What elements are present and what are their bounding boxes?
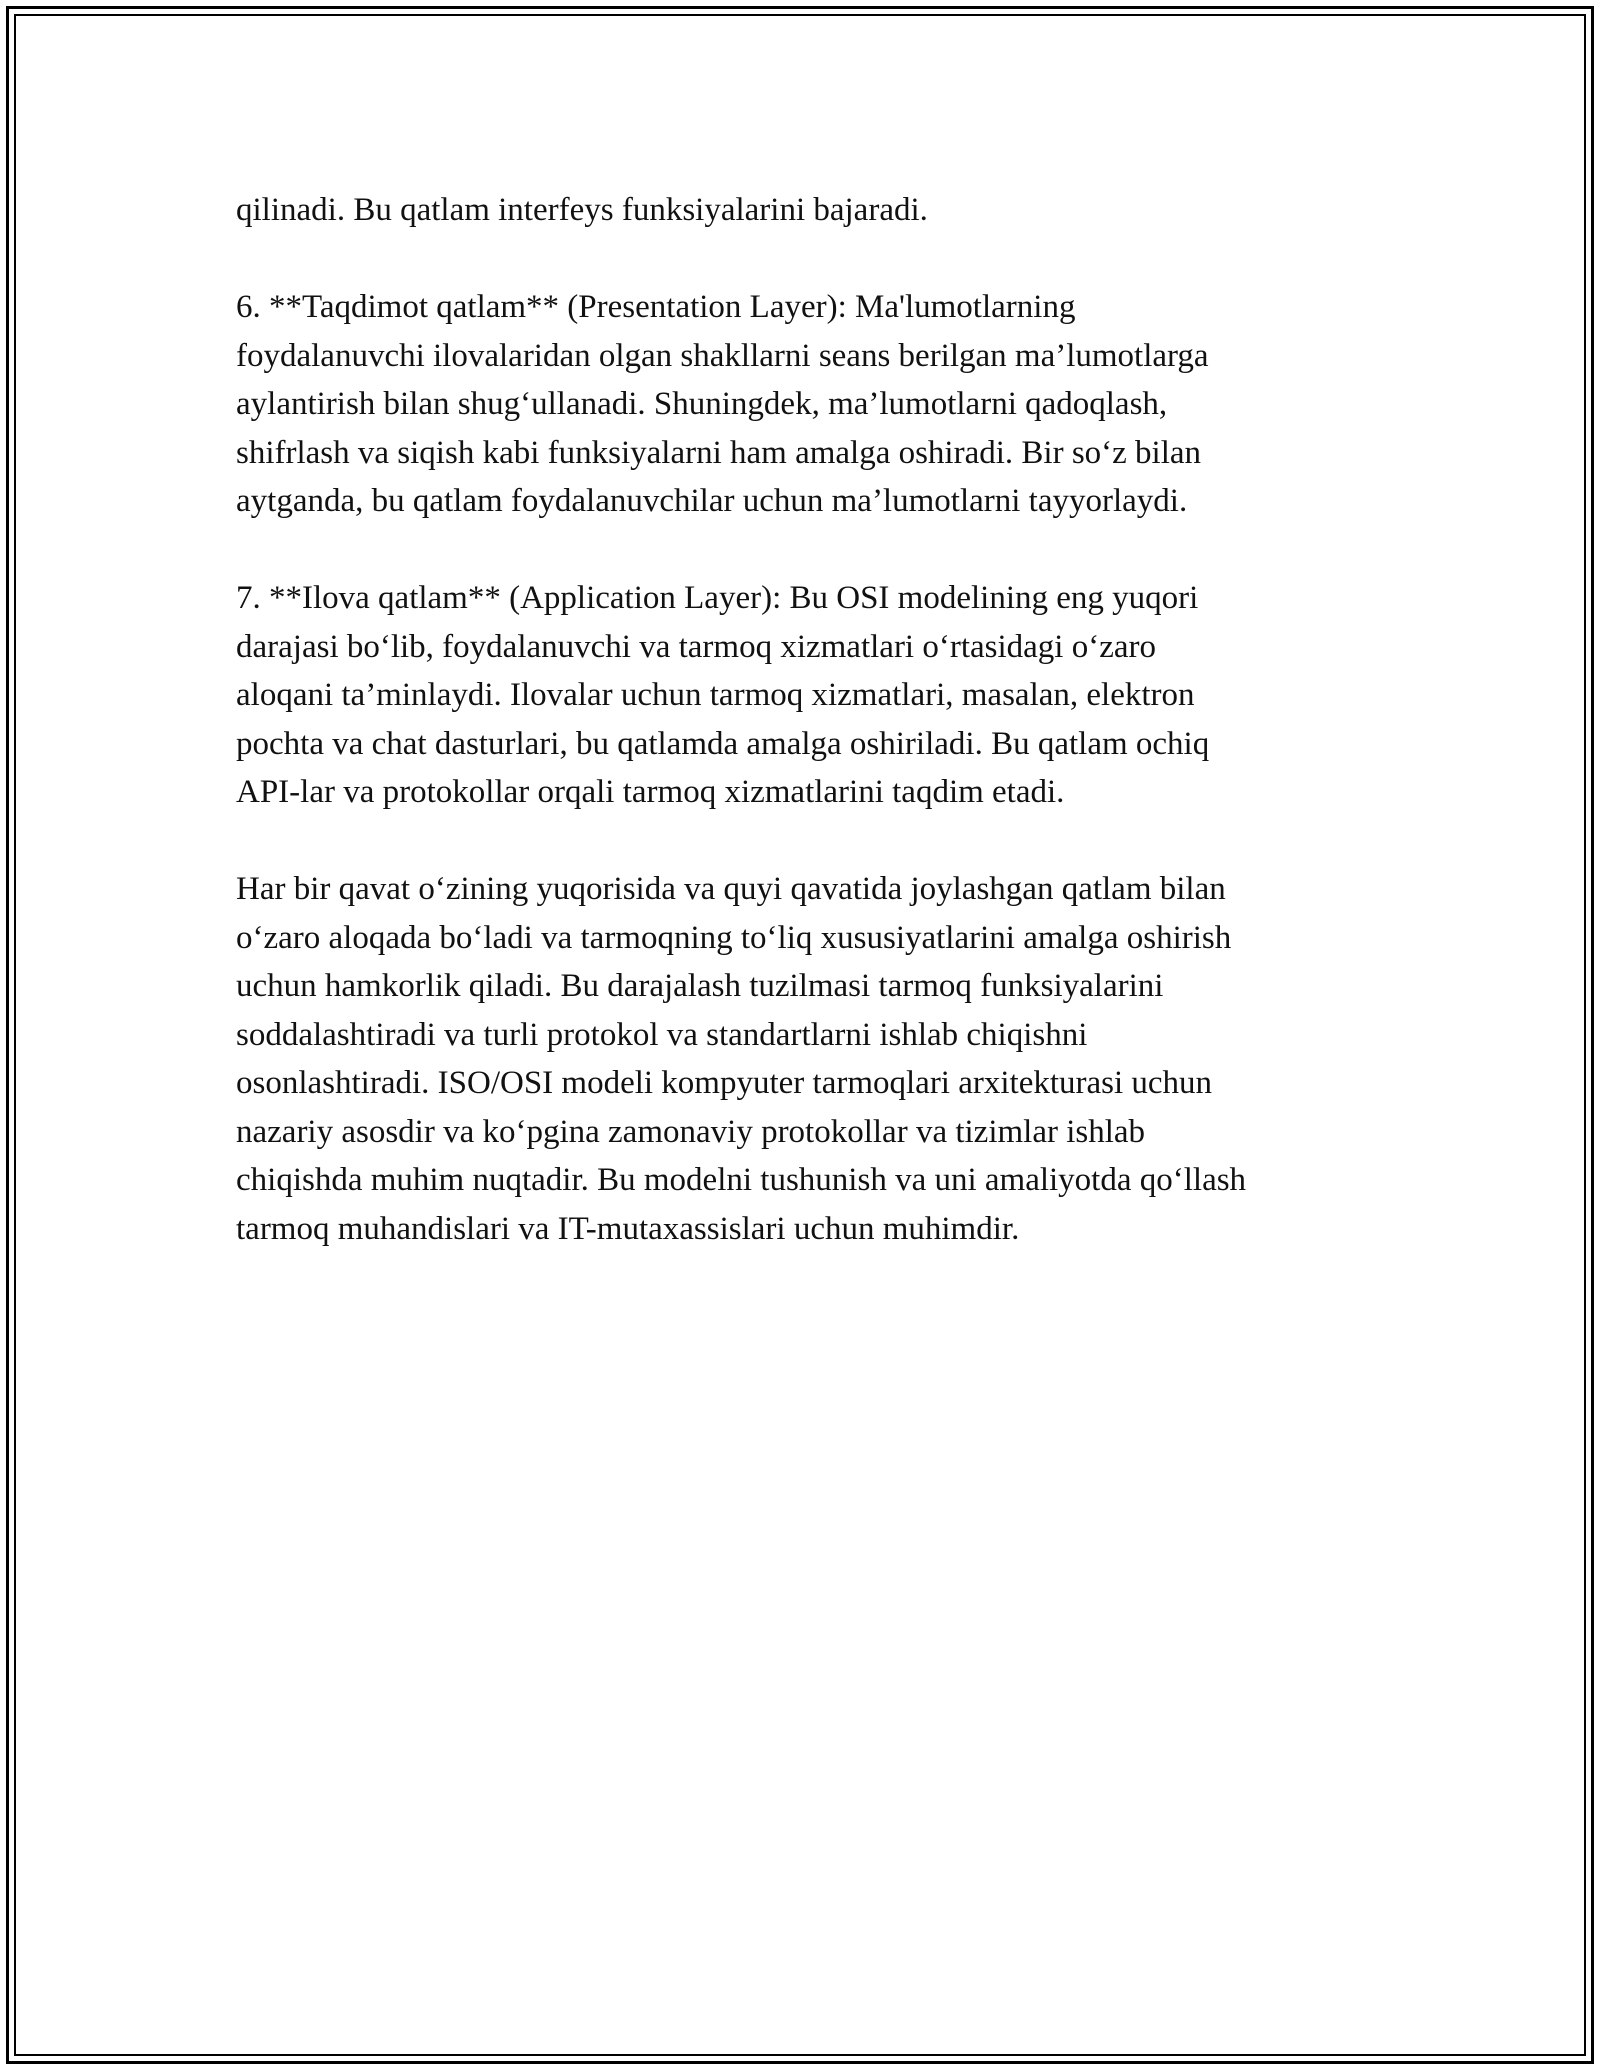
paragraph-presentation-layer: 6. **Taqdimot qatlam** (Presentation Layer): Ma'lumotlarning foydalanuvchi ilovalaridan olgan shakllarni seans berilgan ma’lumotlarga aylantirish bilan shug‘ullanadi. Shuningdek, ma’lumotlarni qadoqlash, shifrlash va siqish kabi funksiyalarni ham amalga oshiradi. Bir so‘z bilan aytganda, bu qatlam foydalanuvchilar uchun ma’lumotlarni tayyorlaydi.	[236, 289, 1209, 519]
paragraph-application-layer: 7. **Ilova qatlam** (Application Layer): Bu OSI modelining eng yuqori darajasi bo‘lib, foydalanuvchi va tarmoq xizmatlari o‘rtasidagi o‘zaro aloqani ta’minlaydi. Ilovalar uchun tarmoq xizmatlari, masalan, elektron pochta va chat dasturlari, bu qatlamda amalga oshiriladi. Bu qatlam ochiq API-lar va protokollar orqali tarmoq xizmatlarini taqdim etadi.	[236, 580, 1210, 810]
paragraph-continuation: qilinadi. Bu qatlam interfeys funksiyalarini bajaradi.	[236, 192, 928, 228]
paragraph-summary: Har bir qavat o‘zining yuqorisida va quyi qavatida joylashgan qatlam bilan o‘zaro aloqada bo‘ladi va tarmoqning to‘liq xususiyatlarini amalga oshirish uchun hamkorlik qiladi. Bu darajalash tuzilmasi tarmoq funksiyalarini soddalashtiradi va turli protokol va standartlarni ishlab chiqishni osonlashtiradi. ISO/OSI modeli kompyuter tarmoqlari arxitekturasi uchun nazariy asosdir va ko‘pgina zamonaviy protokollar va tizimlar ishlab chiqishda muhim nuqtadir. Bu modelni tushunish va uni amaliyotda qo‘llash tarmoq muhandislari va IT-mutaxassislari uchun muhimdir.	[236, 871, 1247, 1247]
document-body	[236, 186, 1376, 1302]
